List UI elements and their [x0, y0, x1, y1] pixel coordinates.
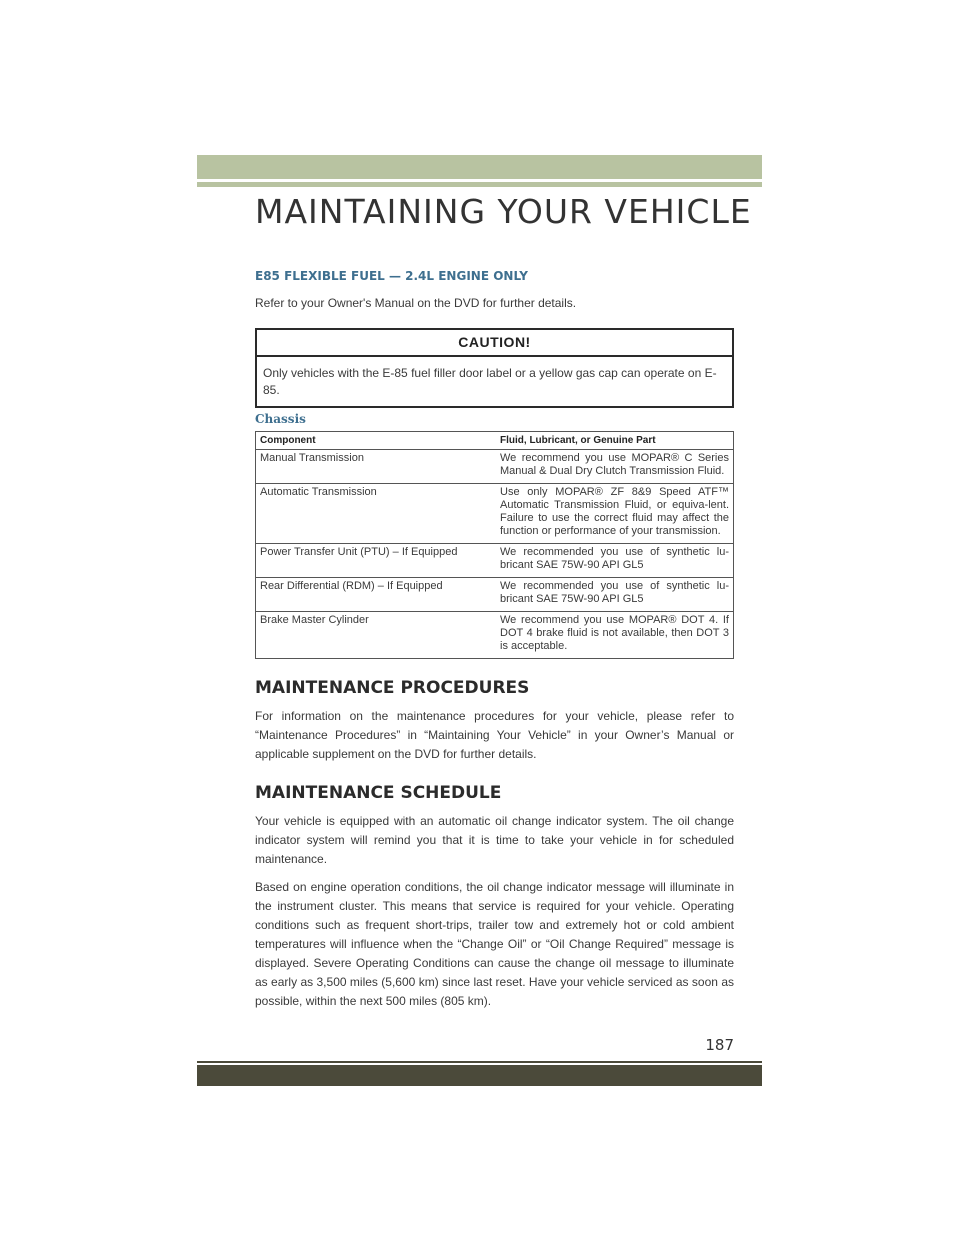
table-row: [256, 450, 734, 484]
component-cell: Brake Master Cylinder: [256, 612, 497, 659]
e85-text: Refer to your Owner's Manual on the DVD for further details.: [255, 296, 577, 310]
fluid-cell: Use only MOPAR® ZF 8&9 Speed ATF™ Automatic Transmission Fluid, or equiva-lent. Failure to use the correct fluid may affect the function or performance of your transmission.: [496, 484, 734, 544]
caution-title: CAUTION!: [257, 330, 732, 357]
maintenance-procedures-text: For information on the maintenance procedures for your vehicle, please refer to “Maintenance Procedures” in “Maintaining Your Vehicle” in your Owner’s Manual or applicable supplement on the DVD for further details.: [255, 709, 734, 761]
table-row: [256, 578, 734, 612]
column-header-fluid: Fluid, Lubricant, or Genuine Part: [496, 432, 734, 450]
component-cell: Automatic Transmission: [256, 484, 497, 544]
fluid-cell: We recommended you use of synthetic lu-bricant SAE 75W-90 API GL5: [496, 544, 734, 578]
maintenance-procedures-heading: MAINTENANCE PROCEDURES: [255, 678, 530, 698]
page-number: 187: [705, 1036, 734, 1054]
fluid-cell: We recommend you use MOPAR® DOT 4. If DOT 4 brake fluid is not available, then DOT 3 is acceptable.: [496, 612, 734, 659]
fluid-cell: We recommend you use MOPAR® C Series Manual & Dual Dry Clutch Transmission Fluid.: [496, 450, 734, 484]
footer-rule: [197, 1061, 762, 1063]
caution-text: Only vehicles with the E-85 fuel filler door label or a yellow gas cap can operate on E-85.: [263, 366, 717, 397]
page-content: [255, 268, 734, 1020]
fluid-cell: We recommended you use of synthetic lu-bricant SAE 75W-90 API GL5: [496, 578, 734, 612]
column-header-component: Component: [256, 432, 497, 450]
e85-heading: E85 FLEXIBLE FUEL — 2.4L ENGINE ONLY: [255, 269, 528, 283]
maintenance-schedule-paragraph: Your vehicle is equipped with an automatic oil change indicator system. The oil change indicator system will remind you that it is time to take your vehicle in for scheduled maintenance.: [255, 814, 734, 866]
header-rule: [197, 182, 762, 187]
table-row: [256, 612, 734, 659]
footer-band: [197, 1065, 762, 1086]
section-title: MAINTAINING YOUR VEHICLE: [255, 192, 752, 231]
table-row: [256, 484, 734, 544]
chassis-title: Chassis: [255, 412, 306, 426]
chassis-fluid-table: [255, 431, 734, 659]
table-row: [256, 544, 734, 578]
table-header-row: [256, 432, 734, 450]
component-cell: Manual Transmission: [256, 450, 497, 484]
maintenance-schedule-heading: MAINTENANCE SCHEDULE: [255, 783, 502, 803]
caution-box: [255, 328, 734, 408]
component-cell: Power Transfer Unit (PTU) – If Equipped: [256, 544, 497, 578]
maintenance-schedule-paragraph: Based on engine operation conditions, the oil change indicator message will illuminate in the instrument cluster. This means that service is required for your vehicle. Operating conditions such as frequent short-trips, trailer tow and extremely hot or cold ambient temperatures will influence when the “Change Oil” or “Oil Change Required” message is displayed. Severe Operating Conditions can cause the change oil message to illuminate as early as 3,500 miles (5,600 km) since last reset. Have your vehicle serviced as soon as possible, within the next 500 miles (805 km).: [255, 880, 734, 1008]
component-cell: Rear Differential (RDM) – If Equipped: [256, 578, 497, 612]
header-band: [197, 155, 762, 179]
